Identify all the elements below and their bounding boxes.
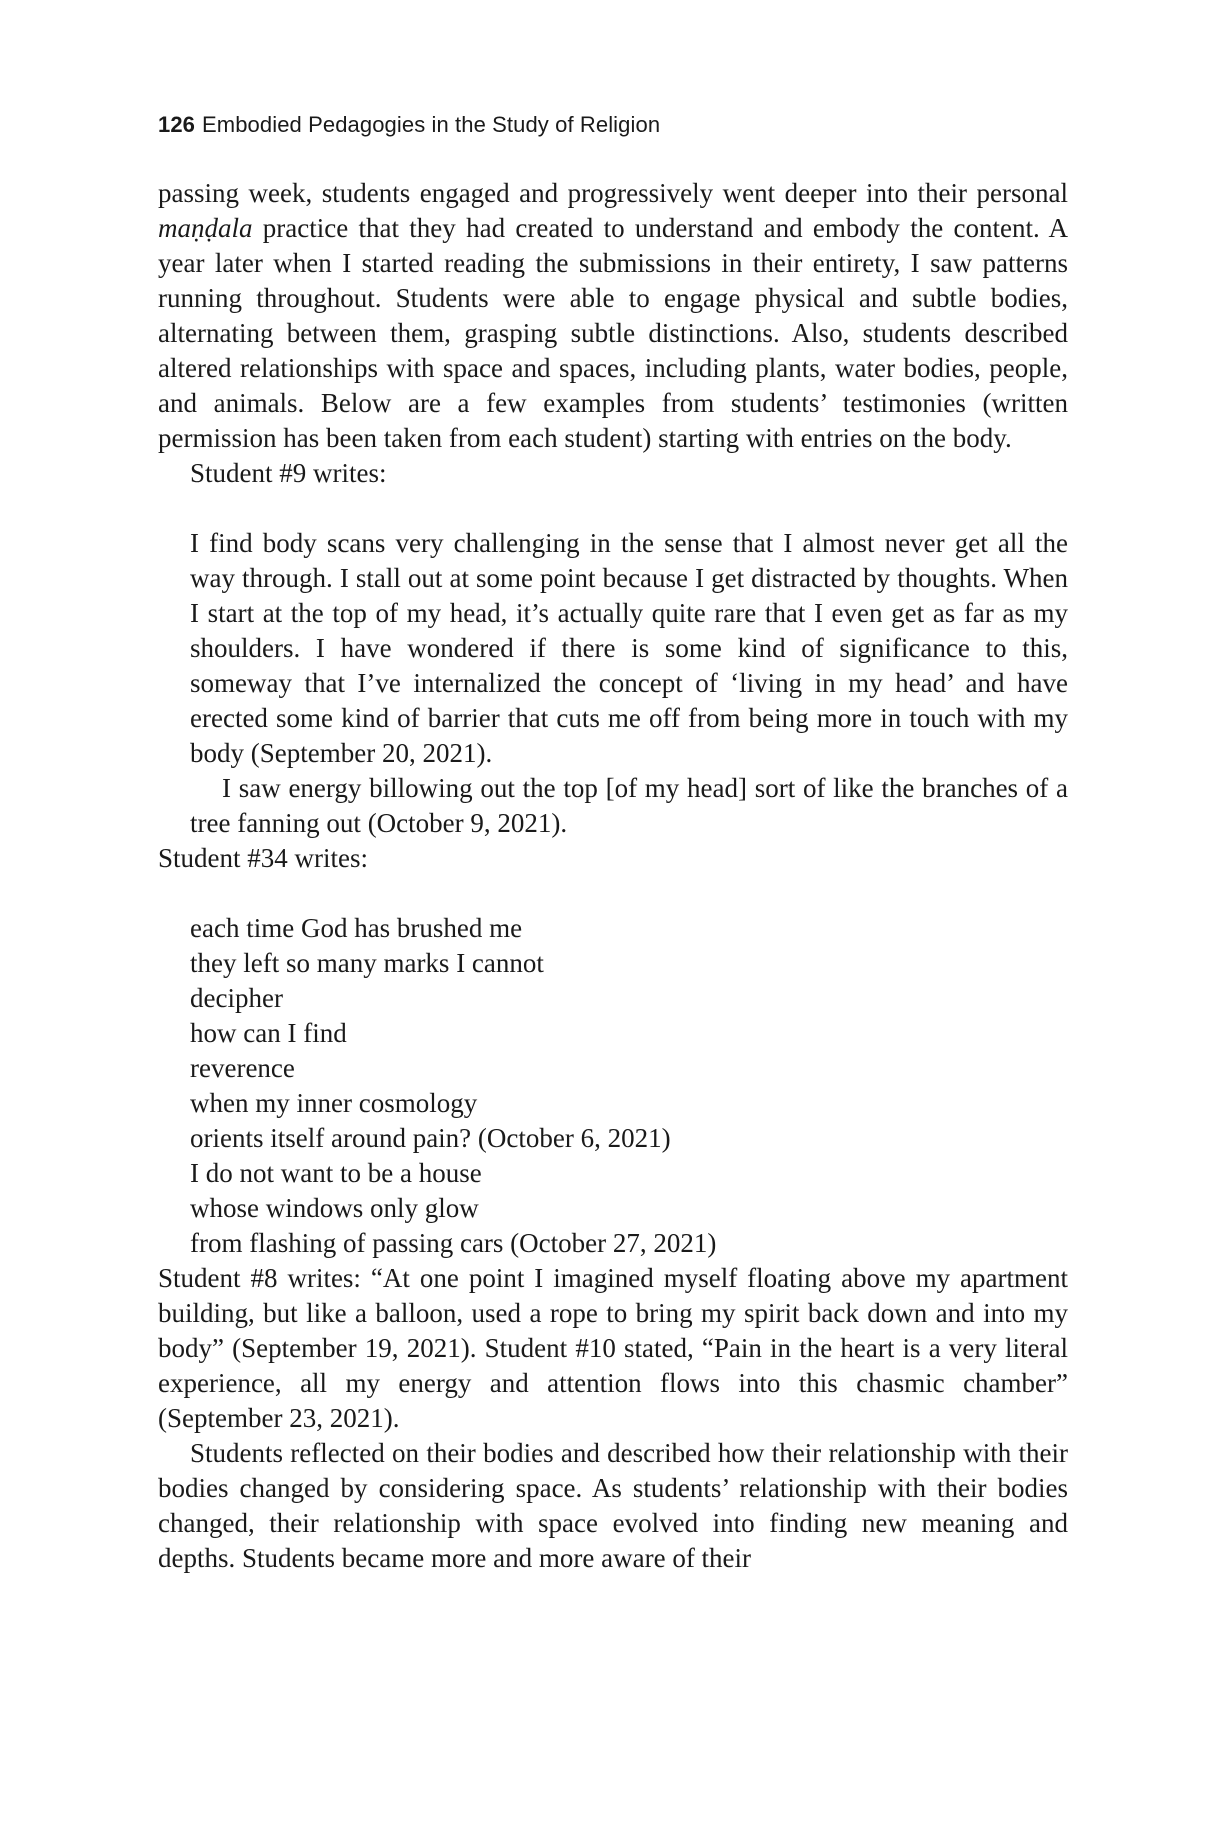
poem-line: how can I find (190, 1018, 347, 1048)
poem-line: reverence (190, 1053, 295, 1083)
italic-term: maṇḍala (158, 213, 253, 243)
text-block (158, 176, 1068, 1576)
paragraph-text: practice that they had created to understand and embody the content. A year later when I started reading the submissions in their entirety, I saw patterns running throughout. Students were able to engage physical and subtle bodies, alternating between them, grasping subtle distinctions. Also, students described altered relationships with space and spaces, including plants, water bodies, people, and animals. Below are a few examples from students’ testimonies (written permission has been taken from each student) starting with entries on the body. (158, 213, 1068, 453)
poem-student34 (158, 911, 1068, 1261)
quote-paragraph: I saw energy billowing out the top [of my head] sort of like the branches of a tree fanning out (October 9, 2021). (190, 773, 1068, 838)
page-number: 126 (158, 112, 196, 137)
student34-intro: Student #34 writes: (158, 843, 368, 873)
poem-line: whose windows only glow (190, 1193, 479, 1223)
poem-line: orients itself around pain? (October 6, 2021) (190, 1123, 671, 1153)
paragraph-final: Students reflected on their bodies and described how their relationship with their bodies changed by considering space. As students’ relationship with their bodies changed, their relationship with space evolved into finding new meaning and depths. Students became more and more aware of their (158, 1438, 1068, 1573)
quote-paragraph: I find body scans very challenging in the sense that I almost never get all the way through. I stall out at some point because I get distracted by thoughts. When I start at the top of my head, it’s actually quite rare that I even get as far as my shoulders. I have wondered if there is some kind of significance to this, someway that I’ve internalized the concept of ‘living in my head’ and have erected some kind of barrier that cuts me off from being more in touch with my body (September 20, 2021). (190, 528, 1068, 768)
poem-line: from flashing of passing cars (October 27, 2021) (190, 1228, 717, 1258)
running-title: Embodied Pedagogies in the Study of Religion (202, 112, 661, 137)
poem-line: decipher (190, 983, 283, 1013)
poem-line: they left so many marks I cannot (190, 948, 544, 978)
paragraph-student8: Student #8 writes: “At one point I imagined myself floating above my apartment building, but like a balloon, used a rope to bring my spirit back down and into my body” (September 19, 2021). Student #10 stated, “Pain in the heart is a very literal experience, all my energy and attention flows into this chasmic chamber” (September 23, 2021). (158, 1263, 1068, 1433)
running-head (158, 112, 660, 138)
poem-line: when my inner cosmology (190, 1088, 478, 1118)
block-quote-student9 (190, 526, 1068, 841)
poem-line: each time God has brushed me (190, 913, 523, 943)
poem-line: I do not want to be a house (190, 1158, 482, 1188)
paragraph-opening (158, 176, 1068, 456)
paragraph-text: passing week, students engaged and progressively went deeper into their personal (158, 178, 1068, 208)
student9-intro: Student #9 writes: (190, 458, 387, 488)
